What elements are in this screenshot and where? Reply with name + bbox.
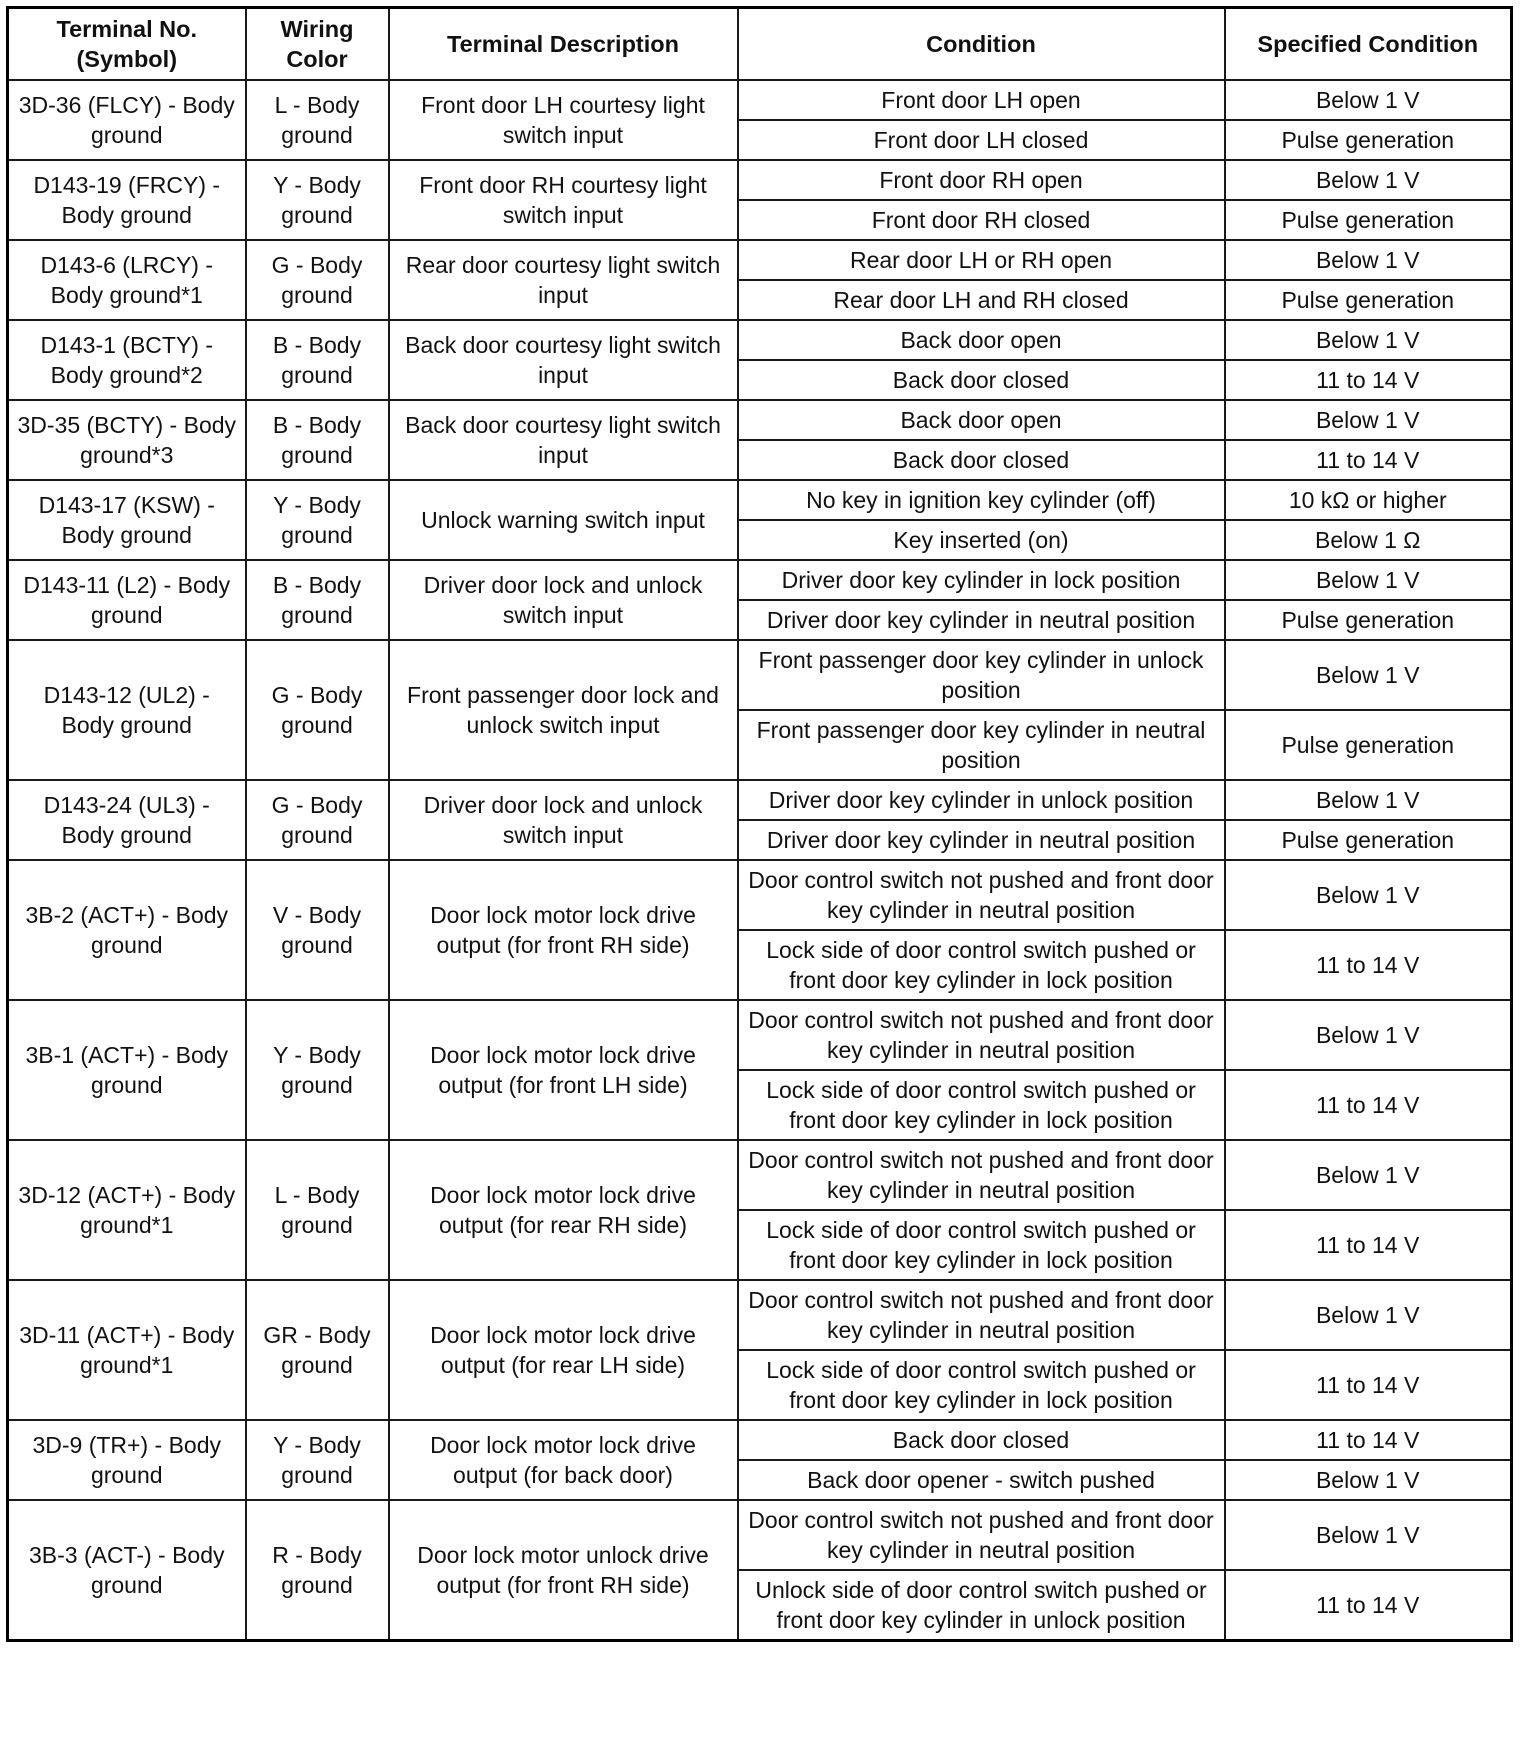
table-row [8, 860, 1512, 930]
condition-cell: Driver door key cylinder in unlock position [738, 780, 1225, 820]
header-terminal-description: Terminal Description [389, 8, 738, 81]
specified-condition-cell: 11 to 14 V [1225, 1570, 1512, 1641]
specified-condition-cell: Below 1 V [1225, 80, 1512, 120]
wiring-color-cell: G - Body ground [246, 780, 389, 860]
wiring-color-cell: L - Body ground [246, 80, 389, 160]
terminal-cell: 3D-12 (ACT+) - Body ground*1 [8, 1140, 246, 1280]
condition-cell: Door control switch not pushed and front door key cylinder in neutral position [738, 1140, 1225, 1210]
wiring-color-cell: GR - Body ground [246, 1280, 389, 1420]
specified-condition-cell: Below 1 V [1225, 1280, 1512, 1350]
description-cell: Unlock warning switch input [389, 480, 738, 560]
header-wiring-color: Wiring Color [246, 8, 389, 81]
description-cell: Front door RH courtesy light switch input [389, 160, 738, 240]
wiring-color-cell: B - Body ground [246, 400, 389, 480]
condition-cell: Driver door key cylinder in lock position [738, 560, 1225, 600]
specified-condition-cell: 11 to 14 V [1225, 1070, 1512, 1140]
terminal-table [6, 6, 1513, 1642]
condition-cell: Lock side of door control switch pushed or front door key cylinder in lock position [738, 930, 1225, 1000]
specified-condition-cell: 11 to 14 V [1225, 1420, 1512, 1460]
specified-condition-cell: Pulse generation [1225, 120, 1512, 160]
header-terminal: Terminal No. (Symbol) [8, 8, 246, 81]
specified-condition-cell: Below 1 V [1225, 400, 1512, 440]
wiring-color-cell: Y - Body ground [246, 1000, 389, 1140]
condition-cell: Door control switch not pushed and front door key cylinder in neutral position [738, 1280, 1225, 1350]
table-row [8, 1420, 1512, 1460]
terminal-cell: D143-12 (UL2) - Body ground [8, 640, 246, 780]
specified-condition-cell: Below 1 V [1225, 320, 1512, 360]
condition-cell: Rear door LH and RH closed [738, 280, 1225, 320]
condition-cell: Rear door LH or RH open [738, 240, 1225, 280]
description-cell: Door lock motor lock drive output (for rear LH side) [389, 1280, 738, 1420]
condition-cell: Lock side of door control switch pushed or front door key cylinder in lock position [738, 1210, 1225, 1280]
condition-cell: Back door closed [738, 360, 1225, 400]
condition-cell: Front passenger door key cylinder in neutral position [738, 710, 1225, 780]
specified-condition-cell: Below 1 V [1225, 640, 1512, 710]
specified-condition-cell: Below 1 V [1225, 860, 1512, 930]
description-cell: Driver door lock and unlock switch input [389, 780, 738, 860]
condition-cell: Door control switch not pushed and front door key cylinder in neutral position [738, 1000, 1225, 1070]
specified-condition-cell: Below 1 V [1225, 780, 1512, 820]
terminal-cell: 3B-1 (ACT+) - Body ground [8, 1000, 246, 1140]
description-cell: Door lock motor lock drive output (for rear RH side) [389, 1140, 738, 1280]
terminal-cell: 3B-3 (ACT-) - Body ground [8, 1500, 246, 1641]
terminal-table-container [6, 6, 1513, 1642]
specified-condition-cell: Pulse generation [1225, 200, 1512, 240]
condition-cell: Front door LH open [738, 80, 1225, 120]
terminal-cell: 3D-11 (ACT+) - Body ground*1 [8, 1280, 246, 1420]
condition-cell: Front door LH closed [738, 120, 1225, 160]
terminal-cell: D143-24 (UL3) - Body ground [8, 780, 246, 860]
description-cell: Back door courtesy light switch input [389, 400, 738, 480]
wiring-color-cell: L - Body ground [246, 1140, 389, 1280]
specified-condition-cell: Pulse generation [1225, 600, 1512, 640]
table-row [8, 320, 1512, 360]
specified-condition-cell: Below 1 V [1225, 1500, 1512, 1570]
wiring-color-cell: B - Body ground [246, 560, 389, 640]
table-header-row [8, 8, 1512, 81]
table-row [8, 1140, 1512, 1210]
terminal-cell: 3D-9 (TR+) - Body ground [8, 1420, 246, 1500]
terminal-cell: D143-11 (L2) - Body ground [8, 560, 246, 640]
specified-condition-cell: Pulse generation [1225, 710, 1512, 780]
description-cell: Front door LH courtesy light switch input [389, 80, 738, 160]
specified-condition-cell: 11 to 14 V [1225, 360, 1512, 400]
condition-cell: Back door open [738, 320, 1225, 360]
wiring-color-cell: R - Body ground [246, 1500, 389, 1641]
specified-condition-cell: Below 1 V [1225, 160, 1512, 200]
specified-condition-cell: Below 1 V [1225, 1460, 1512, 1500]
condition-cell: Lock side of door control switch pushed or front door key cylinder in lock position [738, 1350, 1225, 1420]
condition-cell: Door control switch not pushed and front door key cylinder in neutral position [738, 860, 1225, 930]
condition-cell: Back door closed [738, 440, 1225, 480]
terminal-cell: 3B-2 (ACT+) - Body ground [8, 860, 246, 1000]
specified-condition-cell: 10 kΩ or higher [1225, 480, 1512, 520]
table-row [8, 400, 1512, 440]
condition-cell: Key inserted (on) [738, 520, 1225, 560]
table-body [8, 80, 1512, 1641]
condition-cell: Back door open [738, 400, 1225, 440]
description-cell: Door lock motor unlock drive output (for front RH side) [389, 1500, 738, 1641]
wiring-color-cell: Y - Body ground [246, 1420, 389, 1500]
specified-condition-cell: Below 1 Ω [1225, 520, 1512, 560]
terminal-cell: D143-1 (BCTY) - Body ground*2 [8, 320, 246, 400]
condition-cell: Door control switch not pushed and front door key cylinder in neutral position [738, 1500, 1225, 1570]
specified-condition-cell: Pulse generation [1225, 820, 1512, 860]
description-cell: Door lock motor lock drive output (for front RH side) [389, 860, 738, 1000]
specified-condition-cell: Below 1 V [1225, 1000, 1512, 1070]
wiring-color-cell: G - Body ground [246, 640, 389, 780]
table-row [8, 480, 1512, 520]
table-row [8, 560, 1512, 600]
specified-condition-cell: Below 1 V [1225, 1140, 1512, 1210]
description-cell: Door lock motor lock drive output (for front LH side) [389, 1000, 738, 1140]
wiring-color-cell: Y - Body ground [246, 160, 389, 240]
table-row [8, 1000, 1512, 1070]
condition-cell: Lock side of door control switch pushed or front door key cylinder in lock position [738, 1070, 1225, 1140]
description-cell: Back door courtesy light switch input [389, 320, 738, 400]
specified-condition-cell: 11 to 14 V [1225, 930, 1512, 1000]
header-specified-condition: Specified Condition [1225, 8, 1512, 81]
table-row [8, 1280, 1512, 1350]
terminal-cell: D143-19 (FRCY) - Body ground [8, 160, 246, 240]
specified-condition-cell: Below 1 V [1225, 560, 1512, 600]
condition-cell: Front door RH closed [738, 200, 1225, 240]
table-row [8, 1500, 1512, 1570]
table-row [8, 160, 1512, 200]
description-cell: Rear door courtesy light switch input [389, 240, 738, 320]
terminal-cell: 3D-36 (FLCY) - Body ground [8, 80, 246, 160]
condition-cell: Unlock side of door control switch pushed or front door key cylinder in unlock position [738, 1570, 1225, 1641]
condition-cell: Driver door key cylinder in neutral position [738, 820, 1225, 860]
description-cell: Door lock motor lock drive output (for back door) [389, 1420, 738, 1500]
wiring-color-cell: B - Body ground [246, 320, 389, 400]
specified-condition-cell: 11 to 14 V [1225, 440, 1512, 480]
table-row [8, 240, 1512, 280]
condition-cell: No key in ignition key cylinder (off) [738, 480, 1225, 520]
specified-condition-cell: 11 to 14 V [1225, 1350, 1512, 1420]
terminal-cell: D143-17 (KSW) - Body ground [8, 480, 246, 560]
description-cell: Driver door lock and unlock switch input [389, 560, 738, 640]
table-row [8, 640, 1512, 710]
wiring-color-cell: V - Body ground [246, 860, 389, 1000]
description-cell: Front passenger door lock and unlock switch input [389, 640, 738, 780]
condition-cell: Front door RH open [738, 160, 1225, 200]
specified-condition-cell: Below 1 V [1225, 240, 1512, 280]
wiring-color-cell: G - Body ground [246, 240, 389, 320]
terminal-cell: 3D-35 (BCTY) - Body ground*3 [8, 400, 246, 480]
specified-condition-cell: 11 to 14 V [1225, 1210, 1512, 1280]
header-condition: Condition [738, 8, 1225, 81]
wiring-color-cell: Y - Body ground [246, 480, 389, 560]
terminal-cell: D143-6 (LRCY) - Body ground*1 [8, 240, 246, 320]
condition-cell: Back door closed [738, 1420, 1225, 1460]
condition-cell: Driver door key cylinder in neutral position [738, 600, 1225, 640]
specified-condition-cell: Pulse generation [1225, 280, 1512, 320]
table-row [8, 780, 1512, 820]
condition-cell: Back door opener - switch pushed [738, 1460, 1225, 1500]
condition-cell: Front passenger door key cylinder in unlock position [738, 640, 1225, 710]
table-row [8, 80, 1512, 120]
